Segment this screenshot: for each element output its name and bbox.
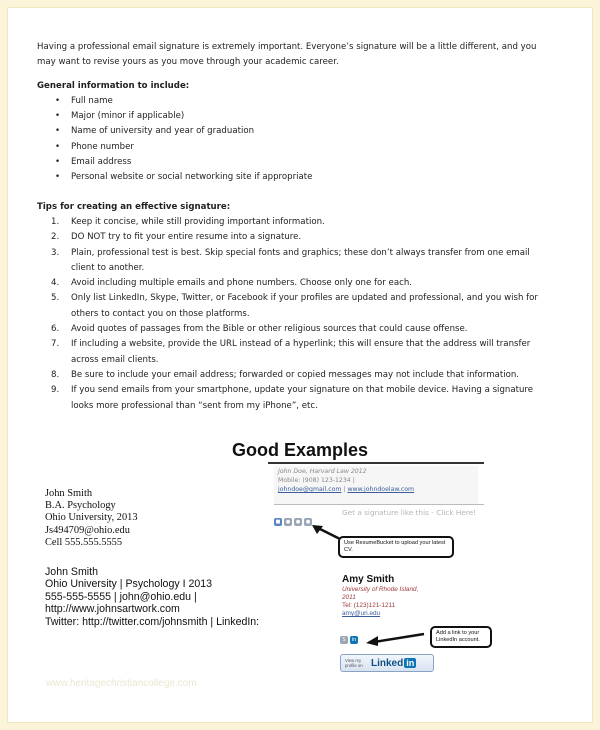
divider xyxy=(274,504,484,505)
share-icon[interactable]: ● xyxy=(305,519,311,525)
sig-tel: Tel: (123)121-1211 xyxy=(342,602,396,609)
sig-email xyxy=(342,610,380,617)
signature-line: Cell 555.555.5555 xyxy=(45,536,123,548)
sig-school: University of Rhode Island, xyxy=(342,586,419,593)
list-item: • Email address xyxy=(37,155,552,170)
arrow-icon xyxy=(364,630,426,646)
sig-name: Amy Smith xyxy=(342,574,395,585)
list-item: • Phone number xyxy=(37,140,552,155)
good-examples-title: Good Examples xyxy=(231,440,369,460)
signature-screenshot-1 xyxy=(268,462,484,564)
website-link[interactable]: www.johndoelaw.com xyxy=(347,486,415,493)
signature-example-1 xyxy=(45,488,138,549)
social-icons xyxy=(340,636,358,644)
tips-list xyxy=(37,215,552,414)
sig-name-line: John Doe, Harvard Law 2012 xyxy=(278,468,367,475)
list-item: 9. If you send emails from your smartphone, update your signature on that mobile device. Having a signature looks more professional than “sent from my iPhone”, etc. xyxy=(51,385,534,411)
social-icons xyxy=(274,518,312,526)
skype-icon[interactable]: S xyxy=(340,636,348,644)
list-item: 7. If including a website, provide the URL instead of a hyperlink; this will ensure that the address will transfer across email clients. xyxy=(51,339,531,365)
resume-callout: Use ResumeBucket to upload your latest CV. xyxy=(338,536,454,558)
divider xyxy=(268,462,484,464)
signature-line: B.A. Psychology xyxy=(45,500,116,512)
watermark: www.heritagechristiancollege.com xyxy=(46,678,197,689)
document-body xyxy=(37,40,552,414)
list-item: 8. Be sure to include your email address; forwarded or copied messages may not include that information. xyxy=(51,369,520,380)
list-item: • Personal website or social networking site if appropriate xyxy=(37,170,552,185)
general-info-list xyxy=(37,94,552,186)
linkedin-profile-button[interactable]: View my profile on Linked in xyxy=(340,654,434,672)
general-info-heading: General information to include: xyxy=(37,80,190,91)
resume-icon[interactable]: ■ xyxy=(275,519,281,525)
share-icon[interactable]: ● xyxy=(295,519,301,525)
list-item: • Full name xyxy=(37,94,552,109)
linkedin-icon[interactable]: in xyxy=(351,637,357,643)
signature-line: http://www.johnsartwork.com xyxy=(45,603,180,616)
list-item: 1. Keep it concise, while still providing important information. xyxy=(51,216,325,227)
signature-line: Ohio University, 2013 xyxy=(45,512,138,524)
signature-line: 555-555-5555 | john@ohio.edu | xyxy=(45,590,197,603)
signature-example-2 xyxy=(45,566,259,628)
signature-line: Twitter: http://twitter.com/johnsmith | LinkedIn: xyxy=(45,615,260,628)
email-link[interactable]: amy@uri.edu xyxy=(342,610,381,617)
email-link[interactable]: johndoe@gmail.com xyxy=(278,486,342,493)
list-item: 2. DO NOT try to fit your entire resume into a signature. xyxy=(51,232,302,243)
list-item: 4. Avoid including multiple emails and phone numbers. Choose only one for each. xyxy=(51,278,412,289)
tips-heading: Tips for creating an effective signature: xyxy=(37,201,231,212)
signature-line: John Smith xyxy=(45,488,93,499)
signature-line: John Smith xyxy=(45,566,98,578)
list-item: 6. Avoid quotes of passages from the Bible or other religious sources that could cause offense. xyxy=(51,324,468,335)
list-item: • Major (minor if applicable) xyxy=(37,109,552,124)
linkedin-callout: Add a link to your LinkedIn account. xyxy=(430,626,492,648)
list-item: • Name of university and year of graduation xyxy=(37,124,552,139)
sig-links-line: johndoe@gmail.com | www.johndoelaw.com xyxy=(278,486,415,493)
share-icon[interactable]: ● xyxy=(285,519,291,525)
list-item: 3. Plain, professional test is best. Skip special fonts and graphics; these don’t always transfer from one email client to another. xyxy=(51,247,530,273)
signature-line: Ohio University | Psychology I 2013 xyxy=(45,578,213,591)
signature-line: Js494709@ohio.edu xyxy=(45,524,130,536)
intro-paragraph: Having a professional email signature is extremely important. Everyone’s signature will be a little different, and you may want to revise yours as you move through your academic career. xyxy=(37,42,537,68)
get-signature-link[interactable]: Get a signature like this - Click Here! xyxy=(342,508,477,517)
list-item: 5. Only list LinkedIn, Skype, Twitter, or Facebook if your profiles are updated and professional, and you wish for others to contact you on those platforms. xyxy=(51,293,538,319)
sig-mobile-line: Mobile: (908) 123-1234 | xyxy=(278,477,355,484)
signature-screenshot-2 xyxy=(336,572,484,676)
sig-year: 2011 xyxy=(342,594,356,601)
